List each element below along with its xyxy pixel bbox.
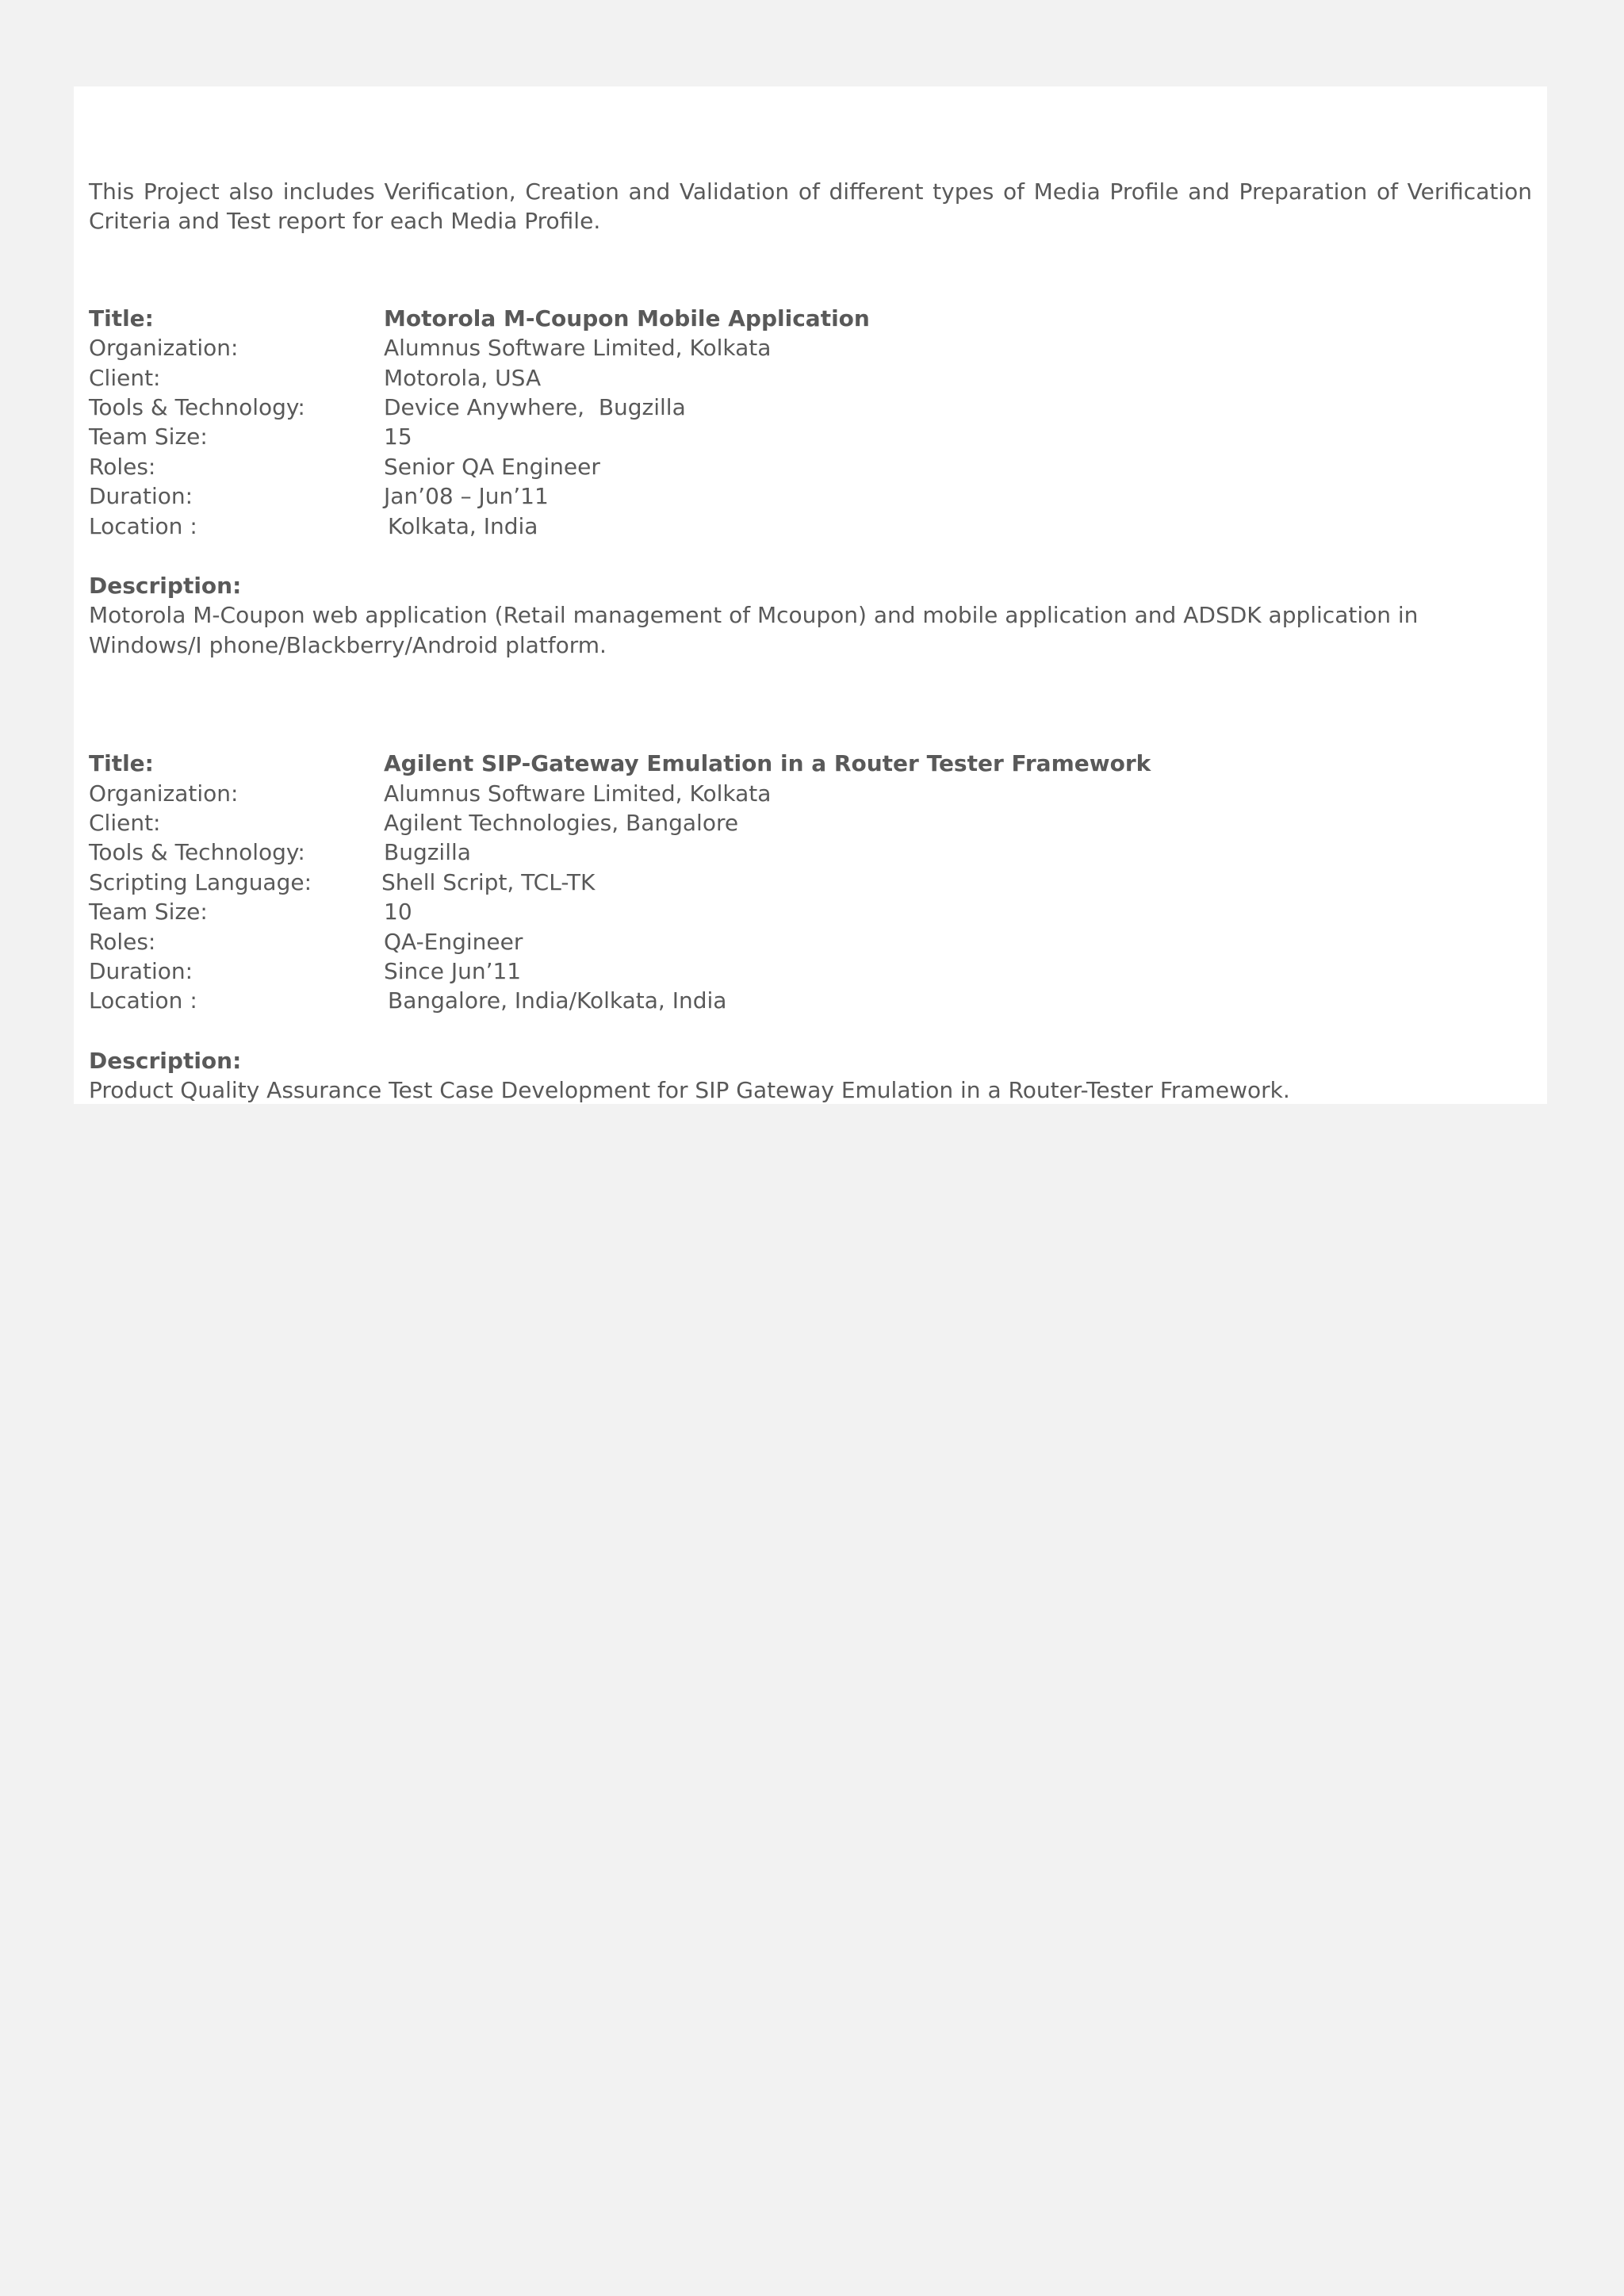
field-value: Bugzilla bbox=[384, 839, 471, 866]
field-label: Title: bbox=[89, 750, 154, 777]
field-label: Duration: bbox=[89, 957, 193, 984]
field-label: Client: bbox=[89, 809, 161, 836]
field-label: Location : bbox=[89, 512, 197, 539]
field-title bbox=[89, 749, 1532, 778]
field-label: Team Size: bbox=[89, 899, 208, 926]
field-client bbox=[89, 363, 1532, 393]
field-value: Bangalore, India/Kolkata, India bbox=[388, 987, 727, 1014]
field-value: Motorola M-Coupon Mobile Application bbox=[384, 305, 870, 332]
field-label: Title: bbox=[89, 305, 154, 332]
field-scripting-language bbox=[89, 868, 1532, 897]
field-value: Device Anywhere, Bugzilla bbox=[384, 393, 686, 420]
field-value: 15 bbox=[384, 424, 412, 450]
field-roles bbox=[89, 927, 1532, 956]
page-content bbox=[89, 177, 1532, 1105]
intro-paragraph: This Project also includes Verification, Creation and Validation of different types of Media Profile and Preparation of Verification Criteria and Test report for each Media Profile. bbox=[89, 178, 1532, 235]
field-label: Roles: bbox=[89, 453, 156, 480]
description-heading: Description: bbox=[89, 572, 242, 599]
field-label: Organization: bbox=[89, 335, 239, 362]
description-heading: Description: bbox=[89, 1047, 242, 1074]
field-label: Location : bbox=[89, 987, 197, 1014]
field-duration bbox=[89, 956, 1532, 986]
field-location bbox=[89, 986, 1532, 1015]
field-team-size bbox=[89, 422, 1532, 451]
project-motorola bbox=[89, 304, 1532, 660]
field-client bbox=[89, 808, 1532, 838]
field-label: Tools & Technology: bbox=[89, 839, 305, 866]
field-value: Alumnus Software Limited, Kolkata bbox=[384, 335, 772, 362]
description-text: Motorola M-Coupon web application (Retail management of Mcoupon) and mobile application and ADSDK application in Windows/I phone/Blackberry/Android platform. bbox=[89, 602, 1419, 658]
document-page bbox=[74, 86, 1547, 1104]
field-team-size bbox=[89, 897, 1532, 926]
field-value: Alumnus Software Limited, Kolkata bbox=[384, 780, 772, 807]
field-organization bbox=[89, 779, 1532, 808]
field-value: Agilent SIP-Gateway Emulation in a Router Tester Framework bbox=[384, 750, 1151, 777]
field-label: Team Size: bbox=[89, 424, 208, 450]
field-label: Organization: bbox=[89, 780, 239, 807]
field-label: Client: bbox=[89, 364, 161, 391]
field-value: Kolkata, India bbox=[388, 512, 538, 539]
field-roles bbox=[89, 452, 1532, 481]
field-tools bbox=[89, 393, 1532, 422]
field-tools bbox=[89, 838, 1532, 867]
field-value: Since Jun’11 bbox=[384, 957, 522, 984]
field-value: Senior QA Engineer bbox=[384, 453, 600, 480]
field-location bbox=[89, 512, 1532, 541]
field-value: QA-Engineer bbox=[384, 928, 523, 955]
field-label: Duration: bbox=[89, 483, 193, 510]
field-label: Tools & Technology: bbox=[89, 393, 305, 420]
field-value: Motorola, USA bbox=[384, 364, 542, 391]
field-title bbox=[89, 304, 1532, 333]
field-value: Shell Script, TCL-TK bbox=[381, 868, 596, 895]
field-label: Scripting Language: bbox=[89, 868, 312, 895]
field-value: 10 bbox=[384, 899, 412, 926]
field-value: Jan’08 – Jun’11 bbox=[384, 483, 549, 510]
description-text: Product Quality Assurance Test Case Development for SIP Gateway Emulation in a Router-Tester Framework. bbox=[89, 1077, 1290, 1104]
field-value: Agilent Technologies, Bangalore bbox=[384, 809, 739, 836]
field-organization bbox=[89, 333, 1532, 362]
field-duration bbox=[89, 481, 1532, 511]
field-label: Roles: bbox=[89, 928, 156, 955]
project-agilent bbox=[89, 749, 1532, 1105]
